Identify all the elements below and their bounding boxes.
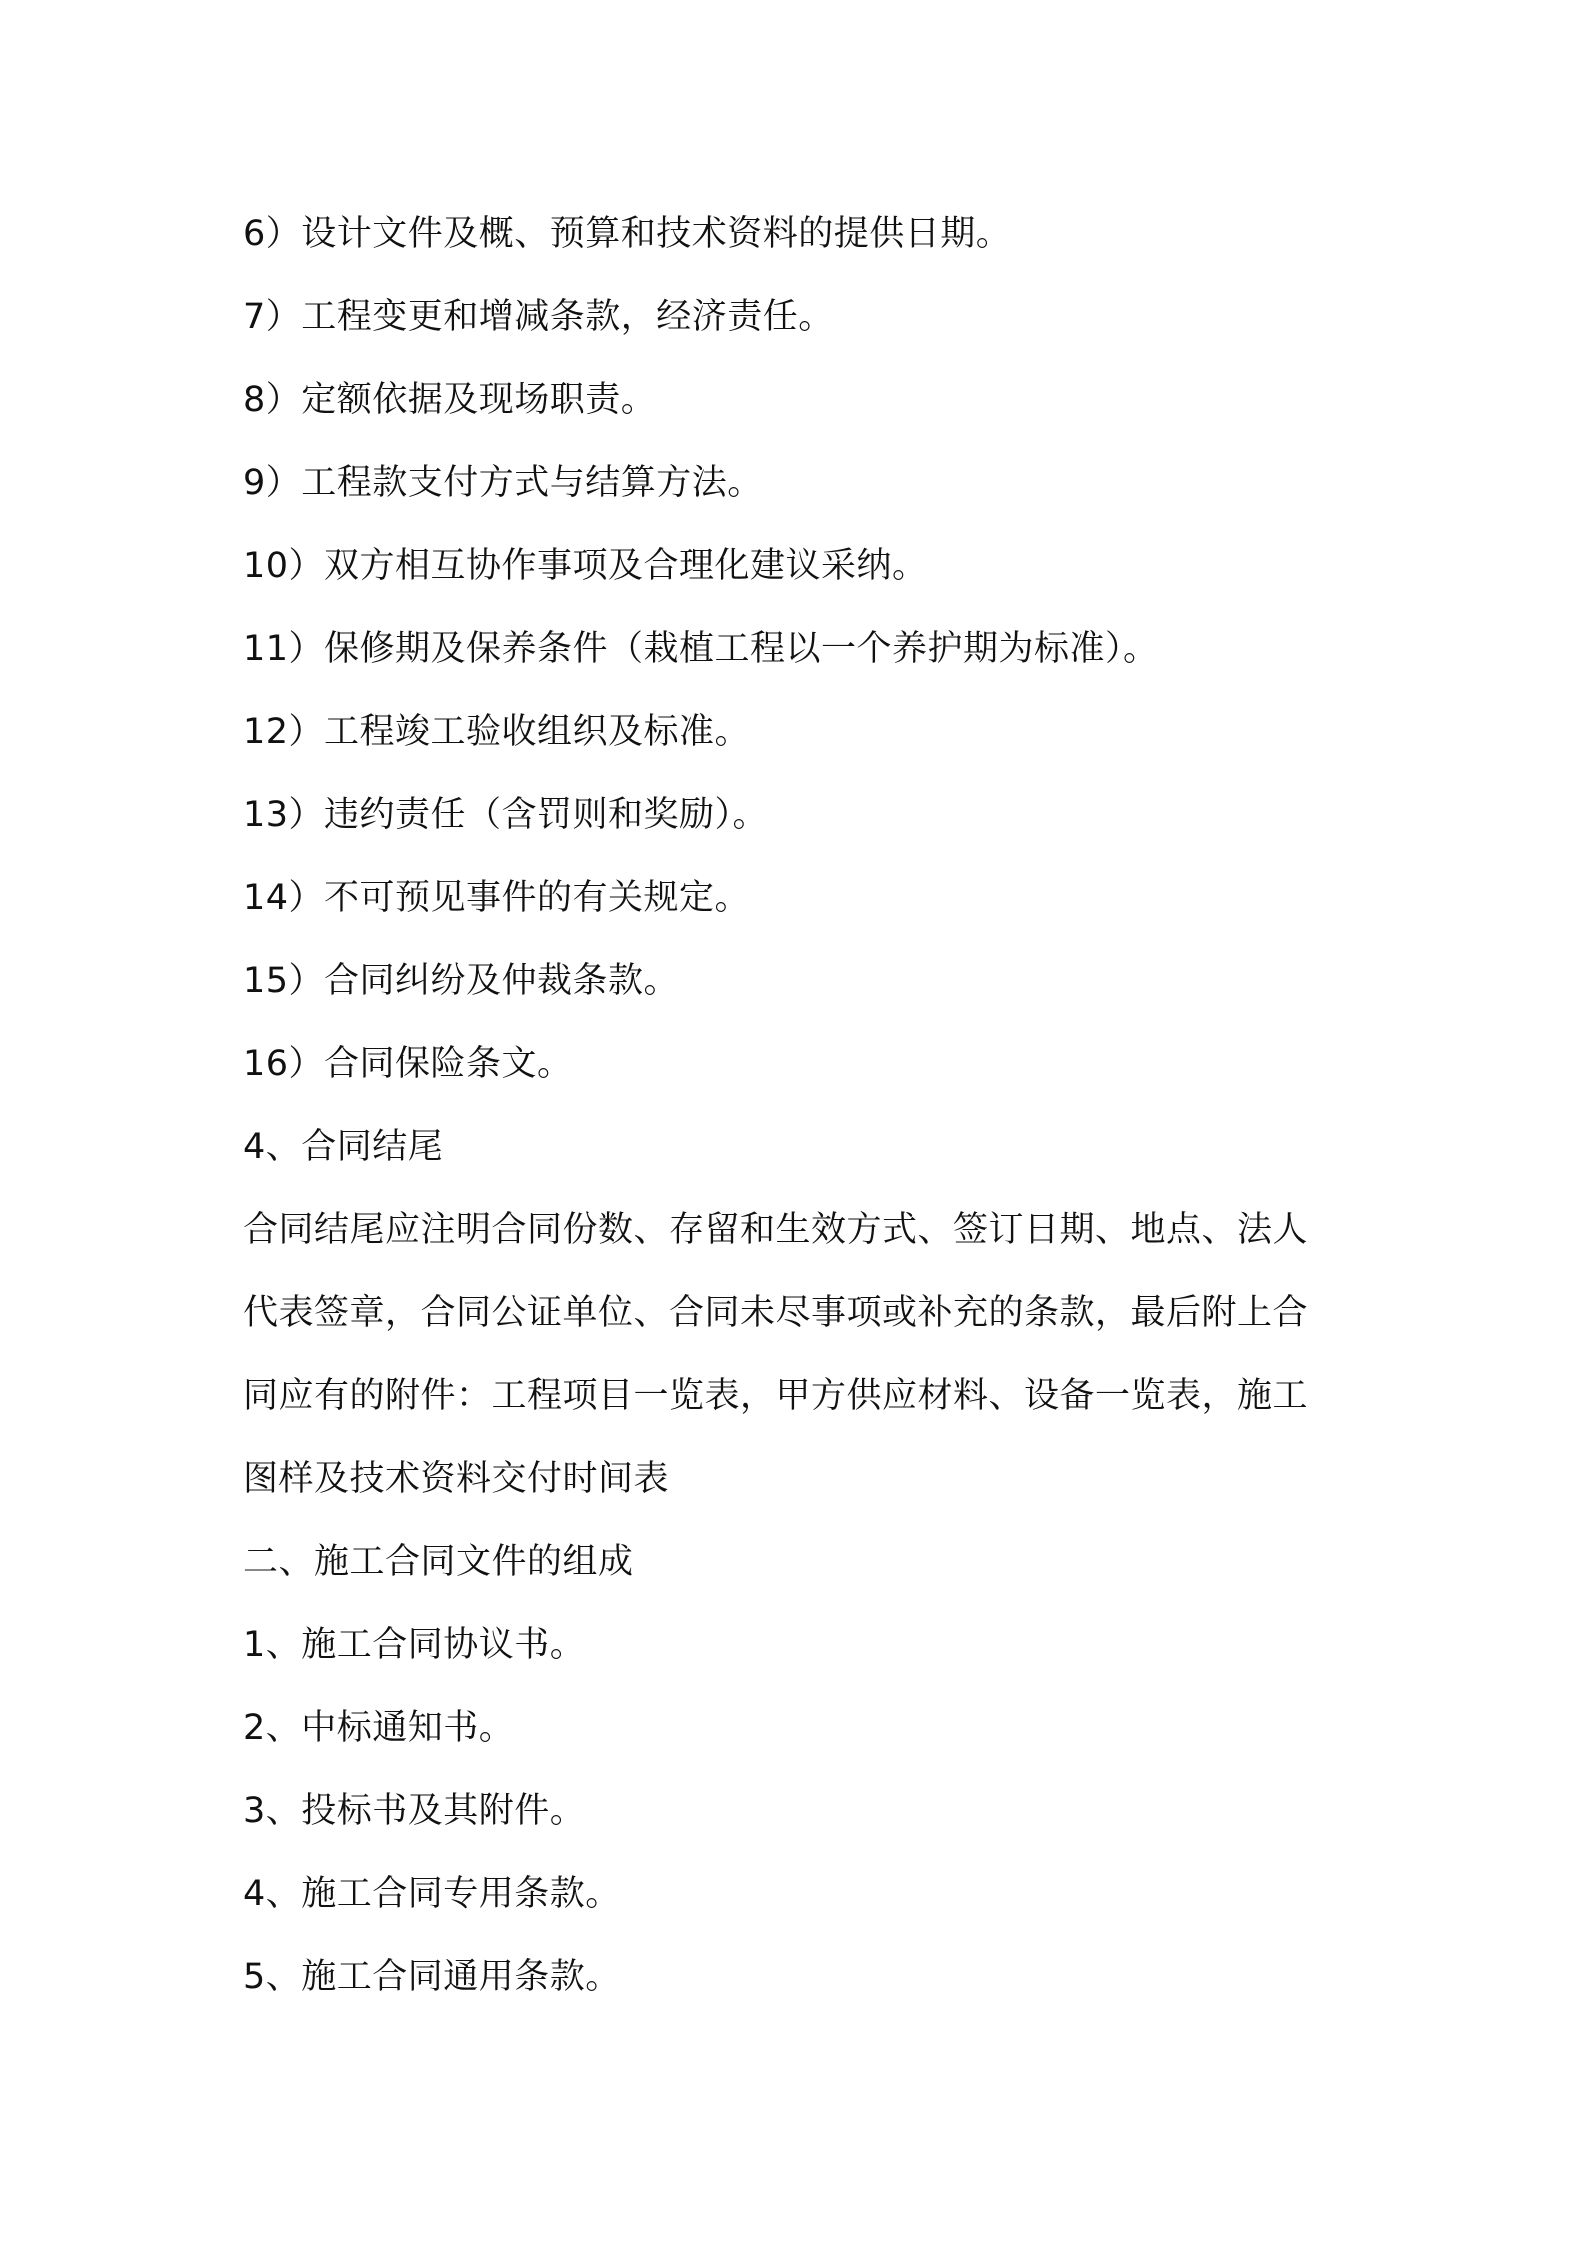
paragraph-line: 代表签章，合同公证单位、合同未尽事项或补充的条款，最后附上合 xyxy=(243,1293,1309,1333)
contract-term-item: 8）定额依据及现场职责。 xyxy=(243,380,657,420)
contract-term-item: 6）设计文件及概、预算和技术资料的提供日期。 xyxy=(243,214,1012,254)
paragraph-line: 图样及技术资料交付时间表 xyxy=(243,1459,670,1499)
paragraph-line: 同应有的附件：工程项目一览表，甲方供应材料、设备一览表，施工 xyxy=(243,1376,1309,1416)
contract-term-item: 9）工程款支付方式与结算方法。 xyxy=(243,463,763,503)
paragraph-line: 合同结尾应注明合同份数、存留和生效方式、签订日期、地点、法人 xyxy=(243,1210,1309,1250)
contract-ending-paragraph xyxy=(243,1189,1363,1521)
contract-term-item: 10）双方相互协作事项及合理化建议采纳。 xyxy=(243,546,928,586)
section-heading-contract-documents: 二、施工合同文件的组成 xyxy=(243,1542,634,1582)
contract-term-item: 7）工程变更和增减条款，经济责任。 xyxy=(243,297,834,337)
section-heading-contract-ending: 4、合同结尾 xyxy=(243,1127,444,1167)
contract-term-item: 13）违约责任（含罚则和奖励）。 xyxy=(243,795,769,835)
document-content xyxy=(243,193,1363,2019)
composition-item: 2、中标通知书。 xyxy=(243,1708,515,1748)
contract-term-item: 15）合同纠纷及仲裁条款。 xyxy=(243,961,680,1001)
contract-term-item: 12）工程竣工验收组织及标准。 xyxy=(243,712,751,752)
composition-item: 3、投标书及其附件。 xyxy=(243,1791,586,1831)
composition-item: 4、施工合同专用条款。 xyxy=(243,1874,621,1914)
composition-item: 5、施工合同通用条款。 xyxy=(243,1957,621,1997)
contract-term-item: 14）不可预见事件的有关规定。 xyxy=(243,878,751,918)
composition-item: 1、施工合同协议书。 xyxy=(243,1625,586,1665)
contract-term-item: 16）合同保险条文。 xyxy=(243,1044,573,1084)
contract-term-item: 11）保修期及保养条件（栽植工程以一个养护期为标准）。 xyxy=(243,629,1159,669)
